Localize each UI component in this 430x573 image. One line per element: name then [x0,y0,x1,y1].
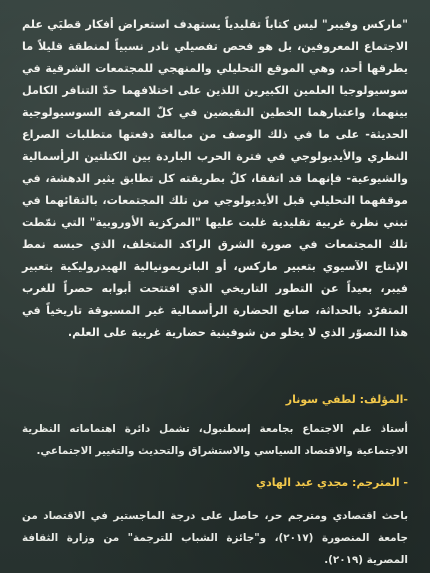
book-description: "ماركس وفيبر" ليس كتاباً تقليدياً يستهدف استعراض أفكار قطبَي علم الاجتماع المعروفين، بل هو فحص تفصيلي نادر نسبياً لمنطقة قليلاً ما يطرقها أحد، وهي الموقع التحليلي والمنهجي للمجتمعات الشرقية في سوسيولوجيا العلمين الكبيرين اللذين على اختلافهما حدّ التنافر الكامل بينهما، واعتبارهما الخطين النقيضين في كلّ المعرفة السوسيولوجية الحديثة- على ما في ذلك الوصف من مبالغة دفعتها متطلبات الصراع النظري والأيديولوجي في فترة الحرب الباردة بين الكتلتين الرأسمالية والشيوعية- فإنهما قد اتفقا، كلٌ بطريقته كل تطابق يثير الدهشة، في موقفهما التحليلي قبل الأيديولوجي من تلك المجتمعات، بالتقائهما في تبني نظرة غربية تقليدية غلبت عليها "المركزية الأوروبية" التي نمّطت تلك المجتمعات في صورة الشرق الراكد المتخلف، الذي حبسه نمط الإنتاج الآسيوي بتعبير ماركس، أو الباتريمونيالية الهيدروليكية بتعبير فيبر، بعيداً عن التطور التاريخي الذي افتتحت أبوابه حصراً للغرب المتفرّد بالحداثة، صانع الحضارة الرأسمالية غير المسبوقة تاريخياً في هذا التصوّر الذي لا يخلو من شوفينية حضارية غربية على العلم. [22,18,408,339]
translator-label: - المترجم: مجدي عبد الهادي [256,476,408,489]
author-label: -المؤلف: لطفي سونار [285,393,408,406]
author-bio: أستاذ علم الاجتماع بجامعة إسطنبول، تشمل دائرة اهتماماته النظرية الاجتماعية والاقتصاد السياسي والاستشراق والتحديث والتغيير الاجتماعي. [22,423,408,457]
translator-bio: باحث اقتصادي ومترجم حر، حاصل على درجة الماجستير في الاقتصاد من جامعة المنصورة (٢٠١٧)، و"جائزة الشباب للترجمة" من وزارة الثقافة المصرية (٢٠١٩). [22,510,408,566]
